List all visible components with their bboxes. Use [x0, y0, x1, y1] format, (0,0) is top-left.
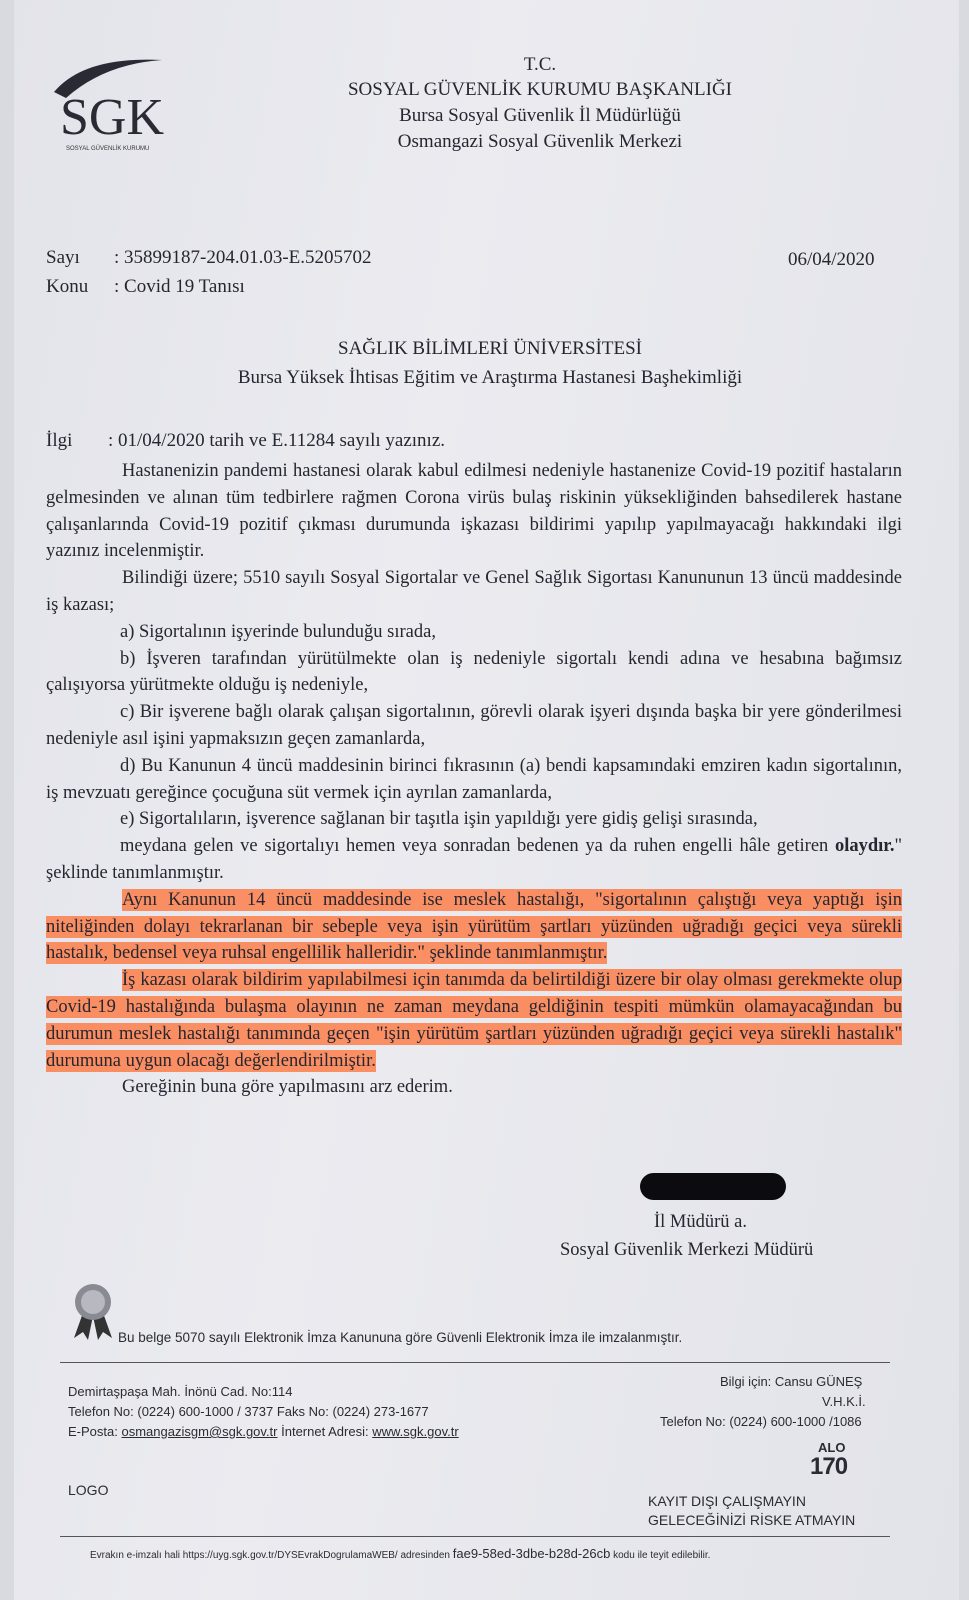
sgk-logo [44, 52, 184, 157]
ilgi-label: İlgi [46, 430, 73, 451]
konu-value: : Covid 19 Tanısı [114, 276, 245, 297]
letter-body [46, 458, 902, 1101]
recipient-university: SAĞLIK BİLİMLERİ ÜNİVERSİTESİ [338, 338, 642, 359]
highlight-occupational-disease: Aynı Kanunun 14 üncü maddesinde ise meslek hastalığı, "sigortalının çalıştığı veya yaptığı işin niteliğinden dolayı tekrarlanan bir sebeple veya işin yürütüm şartları yüzünden uğradığı geçici veya sürekli hastalık, bedensel veya ruhsal engellilik halleridir." şeklinde tanımlanmıştır. [46, 889, 902, 964]
item-d: d) Bu Kanunun 4 üncü maddesinin birinci fıkrasının (a) bendi kapsamındaki emziren kadın sigortalının, iş mevzuatı gereğince çocuğuna süt vermek için ayrılan zamanlarda, [46, 755, 902, 803]
slogan-line-1: KAYIT DIŞI ÇALIŞMAYIN [648, 1493, 806, 1509]
header-directorate: Bursa Sosyal Güvenlik İl Müdürlüğü [399, 105, 681, 126]
paragraph-1: Hastanenizin pandemi hastanesi olarak kabul edilmesi nedeniyle hastanenize Covid-19 pozitif hastaların gelmesinden ve alınan tüm tedbirlere rağmen Corona virüs bulaş riskinin yüksekliğinden bahsedilerek hastane çalışanlarında Covid-19 pozitif çıkması durumunda işkazası bildirimi yapılıp yapılmayacağı hakkındaki ilgi yazınız incelenmiştir. [46, 461, 902, 562]
alo-number: 170 [810, 1453, 848, 1480]
closing-line: Gereğinin buna göre yapılmasını arz ederim. [122, 1077, 453, 1098]
esign-note: Bu belge 5070 sayılı Elektronik İmza Kanununa göre Güvenli Elektronik İmza ile imzalanmıştır. [118, 1330, 683, 1345]
recipient-hospital: Bursa Yüksek İhtisas Eğitim ve Araştırma Hastanesi Başhekimliği [237, 367, 743, 388]
konu-label: Konu [46, 276, 89, 297]
item-e-text: meydana gelen ve sigortalıyı hemen veya sonradan bedenen ya da ruhen engelli hâle getiren [120, 836, 829, 857]
web-label: İnternet Adresi: [281, 1424, 369, 1439]
verify-line [90, 1546, 710, 1561]
item-c: c) Bir işverene bağlı olarak çalışan sigortalının, görevli olarak işyeri dışında başka bir yere gönderilmesi nedeniyle asıl işini yapmaksızın geçen zamanlarda, [46, 702, 902, 749]
verify-suffix: kodu ile teyit edilebilir. [613, 1550, 711, 1561]
sayi-label: Sayı [46, 247, 80, 268]
paragraph-4 [46, 967, 902, 1074]
footer-logo-label: LOGO [68, 1482, 109, 1498]
sayi-value: : 35899187-204.01.03-E.5205702 [114, 247, 372, 268]
email-label: E-Posta: [68, 1424, 118, 1439]
signature-title-1: İl Müdürü a. [654, 1212, 747, 1232]
footer-phone: Telefon No: (0224) 600-1000 / 3737 Faks No: (0224) 273-1677 [68, 1404, 429, 1419]
email-link[interactable]: osmangazisgm@sgk.gov.tr [121, 1424, 278, 1439]
signature-title-2: Sosyal Güvenlik Merkezi Müdürü [560, 1240, 814, 1260]
paragraph-3 [46, 887, 902, 967]
item-e-line1: e) Sigortalıların, işverence sağlanan bir taşıtla işin yapıldığı yere gidiş gelişi sırasında, [120, 809, 758, 830]
footer-info-title: V.H.K.İ. [822, 1394, 866, 1409]
highlight-evaluation: İş kazası olarak bildirim yapılabilmesi için tanımda da belirtildiği üzere bir olay olması gerekmekte olup Covid-19 hastalığında bulaşma olayının ne zaman meydana geldiğinin tespiti mümkün olamayacağından bu durumun meslek hastalığı tanımında geçen "işin yürütüm şartları yüzünden uğradığı geçici veya sürekli hastalık" durumuna uygun olacağı değerlendirilmiştir. [46, 970, 902, 1071]
verify-code: fae9-58ed-3dbe-b28d-26cb [452, 1546, 611, 1561]
svg-text:SOSYAL GÜVENLİK KURUMU: SOSYAL GÜVENLİK KURUMU [66, 146, 150, 152]
web-link[interactable]: www.sgk.gov.tr [372, 1424, 459, 1439]
footer-contact [68, 1424, 459, 1439]
footer-info-phone: Telefon No: (0224) 600-1000 /1086 [660, 1414, 862, 1429]
header-center: Osmangazi Sosyal Güvenlik Merkezi [397, 131, 683, 152]
ilgi-value: : 01/04/2020 tarih ve E.11284 sayılı yazınız. [108, 430, 446, 451]
document-date: 06/04/2020 [788, 249, 875, 270]
footer-info-contact: Bilgi için: Cansu GÜNEŞ [720, 1374, 863, 1389]
header-institution: SOSYAL GÜVENLİK KURUMU BAŞKANLIĞI [347, 79, 733, 100]
footer-divider-bottom [60, 1536, 890, 1537]
slogan-line-2: GELECEĞİNİZİ RİSKE ATMAYIN [648, 1512, 856, 1528]
redacted-name [640, 1173, 786, 1200]
item-a: a) Sigortalının işyerinde bulunduğu sırada, [120, 621, 436, 642]
svg-text:SGK: SGK [60, 89, 165, 146]
header-tc: T.C. [523, 54, 557, 75]
item-e-end: " şeklinde tanımlanmıştır. [46, 836, 903, 883]
alo-label: ALO [818, 1440, 846, 1455]
paragraph-2: Bilindiği üzere; 5510 sayılı Sosyal Sigortalar ve Genel Sağlık Sigortası Kanununun 13 üncü maddesinde iş kazası; [46, 568, 902, 615]
footer-address: Demirtaşpaşa Mah. İnönü Cad. No:114 [68, 1384, 293, 1399]
alo-170-badge [810, 1440, 862, 1484]
item-e-bold: olaydır. [834, 836, 895, 857]
footer-divider [60, 1362, 890, 1363]
item-b: b) İşveren tarafından yürütülmekte olan iş nedeniyle sigortalı kendi adına ve hesabına bağımsız çalışıyorsa yürütmekte olduğu iş nedeniyle, [46, 648, 902, 696]
item-e-line2 [46, 833, 902, 887]
verify-prefix: Evrakın e-imzalı hali https://uyg.sgk.gov.tr/DYSEvrakDogrulamaWEB/ adresinden [90, 1550, 450, 1561]
esign-seal-icon [70, 1282, 116, 1340]
